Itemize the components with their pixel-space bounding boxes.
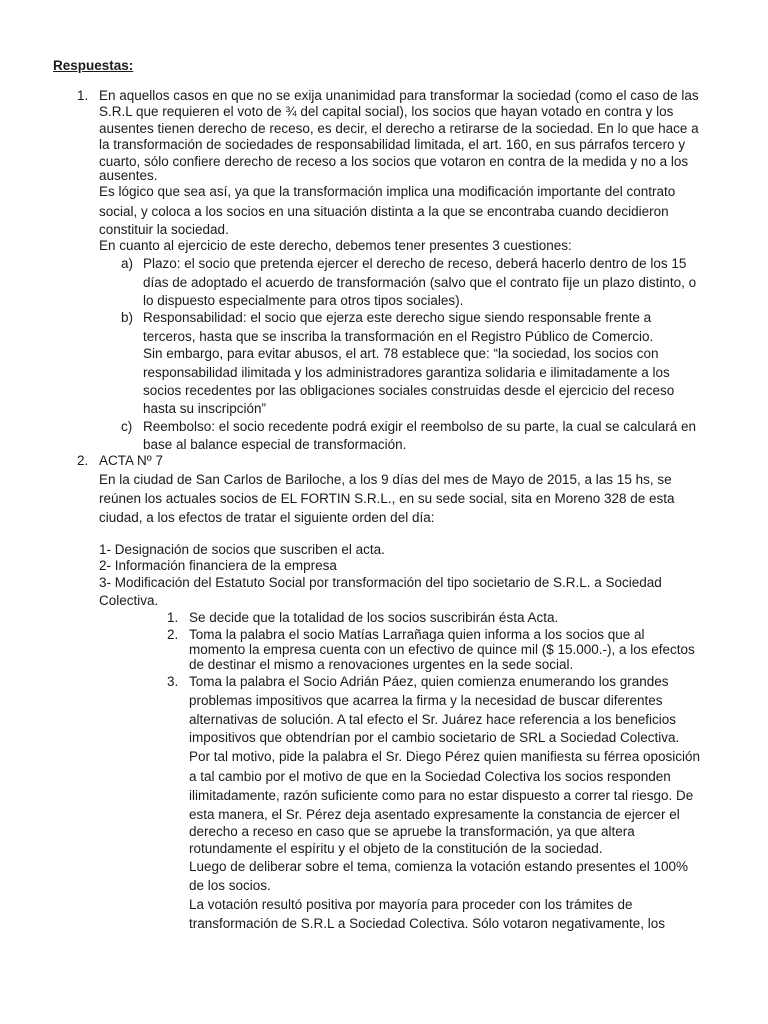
- text-line: En aquellos casos en que no se exija unanimidad para transformar la sociedad (como el caso de las: [99, 88, 699, 103]
- text-line: Es lógico que sea así, ya que la transformación implica una modificación importante del contrato: [99, 184, 676, 199]
- list-number: 1.: [167, 610, 179, 625]
- list-marker: a): [121, 256, 134, 271]
- text-line: constituir la sociedad.: [99, 222, 229, 237]
- text-line: 1- Designación de socios que suscriben el acta.: [99, 542, 385, 557]
- list-number: 1.: [77, 88, 89, 103]
- text-line: la transformación de sociedades de responsabilidad limitada, el art. 160, en sus párrafos tercero y: [99, 137, 686, 152]
- text-line: socios recedentes por las obligaciones sociales construidas desde el ejercicio del receso: [143, 383, 675, 398]
- list-marker: c): [121, 419, 133, 434]
- text-line: Se decide que la totalidad de los socios suscribirán ésta Acta.: [189, 610, 559, 625]
- text-line: social, y coloca a los socios en una situación distinta a la que se encontraba cuando decidieron: [99, 204, 669, 219]
- text-line: hasta su inscripción”: [143, 401, 267, 416]
- text-line: Colectiva.: [99, 593, 159, 608]
- text-line: problemas impositivos que acarrea la firma y la necesidad de buscar diferentes: [189, 693, 663, 708]
- list-number: 3.: [167, 674, 179, 689]
- text-line: de los socios.: [189, 878, 271, 893]
- list-marker: b): [121, 310, 134, 325]
- text-line: rotundamente el espíritu y el objeto de la constitución de la sociedad.: [189, 841, 603, 856]
- text-line: de destinar el mismo a renovaciones urgentes en la sede social.: [189, 657, 574, 672]
- text-line: ilimitadamente, razón suficiente como para no estar dispuesto a correr tal riesgo. De: [189, 788, 694, 803]
- text-line: Sin embargo, para evitar abusos, el art. 78 establece que: “la sociedad, los socios con: [143, 346, 659, 361]
- text-line: momento la empresa cuenta con un efectivo de quince mil ($ 15.000.-), a los efectos: [189, 642, 695, 657]
- text-line: Plazo: el socio que pretenda ejercer el derecho de receso, deberá hacerlo dentro de los 15: [143, 256, 687, 271]
- text-line: Luego de deliberar sobre el tema, comienza la votación estando presentes el 100%: [189, 859, 689, 874]
- list-number: 2.: [77, 453, 89, 468]
- text-line: esta manera, el Sr. Pérez deja asentado expresamente la constancia de ejercer el: [189, 807, 680, 822]
- text-line: En la ciudad de San Carlos de Bariloche, a los 9 días del mes de Mayo de 2015, a las 15 hs, se: [99, 472, 672, 487]
- text-line: S.R.L que requieren el voto de ¾ del capital social), los socios que hayan votado en contra y los: [99, 104, 674, 119]
- text-line: impositivos que obtendrían por el cambio societario de SRL a Sociedad Colectiva.: [189, 730, 680, 745]
- text-line: ACTA Nº 7: [99, 453, 163, 468]
- text-line: Reembolso: el socio recedente podrá exigir el reembolso de su parte, la cual se calculará en: [143, 419, 697, 434]
- text-line: lo dispuesto especialmente para otros tipos sociales).: [143, 293, 464, 308]
- text-line: reúnen los actuales socios de EL FORTIN S.R.L., en su sede social, sita en Moreno 328 de esta: [99, 491, 675, 506]
- text-line: a tal cambio por el motivo de que en la Sociedad Colectiva los socios responden: [189, 769, 671, 784]
- text-line: En cuanto al ejercicio de este derecho, debemos tener presentes 3 cuestiones:: [99, 238, 572, 253]
- text-line: transformación de S.R.L a Sociedad Colectiva. Sólo votaron negativamente, los: [189, 916, 666, 931]
- text-line: cuarto, sólo confiere derecho de receso a los socios que votaron en contra de la medida y no a los: [99, 154, 689, 169]
- text-line: 3- Modificación del Estatuto Social por transformación del tipo societario de S.R.L. a Sociedad: [99, 575, 662, 590]
- text-line: ausentes.: [99, 168, 158, 183]
- text-line: La votación resultó positiva por mayoría para proceder con los trámites de: [189, 897, 633, 912]
- text-line: Toma la palabra el Socio Adrián Páez, quien comienza enumerando los grandes: [189, 674, 669, 689]
- text-line: responsabilidad ilimitada y los administradores garantiza solidaria e ilimitadamente a los: [143, 365, 670, 380]
- text-line: base al balance especial de transformación.: [143, 437, 407, 452]
- text-line: 2- Información financiera de la empresa: [99, 558, 337, 573]
- text-line: ciudad, a los efectos de tratar el siguiente orden del día:: [99, 510, 435, 525]
- text-line: derecho a receso en caso que se apruebe la transformación, ya que altera: [189, 824, 635, 839]
- text-line: días de adoptado el acuerdo de transformación (salvo que el contrato fije un plazo distinto, o: [143, 275, 697, 290]
- text-line: Por tal motivo, pide la palabra el Sr. Diego Pérez quien manifiesta su férrea oposición: [189, 749, 701, 764]
- text-line: Toma la palabra el socio Matías Larrañaga quien informa a los socios que al: [189, 627, 645, 642]
- text-line: alternativas de solución. A tal efecto el Sr. Juárez hace referencia a los beneficios: [189, 712, 677, 727]
- text-line: ausentes tienen derecho de receso, es decir, el derecho a retirarse de la sociedad. En lo que hace a: [99, 121, 699, 136]
- text-line: Responsabilidad: el socio que ejerza este derecho sigue siendo responsable frente a: [143, 310, 652, 325]
- list-number: 2.: [167, 627, 179, 642]
- page-title: Respuestas:: [53, 58, 134, 73]
- text-line: terceros, hasta que se inscriba la transformación en el Registro Público de Comercio.: [143, 329, 654, 344]
